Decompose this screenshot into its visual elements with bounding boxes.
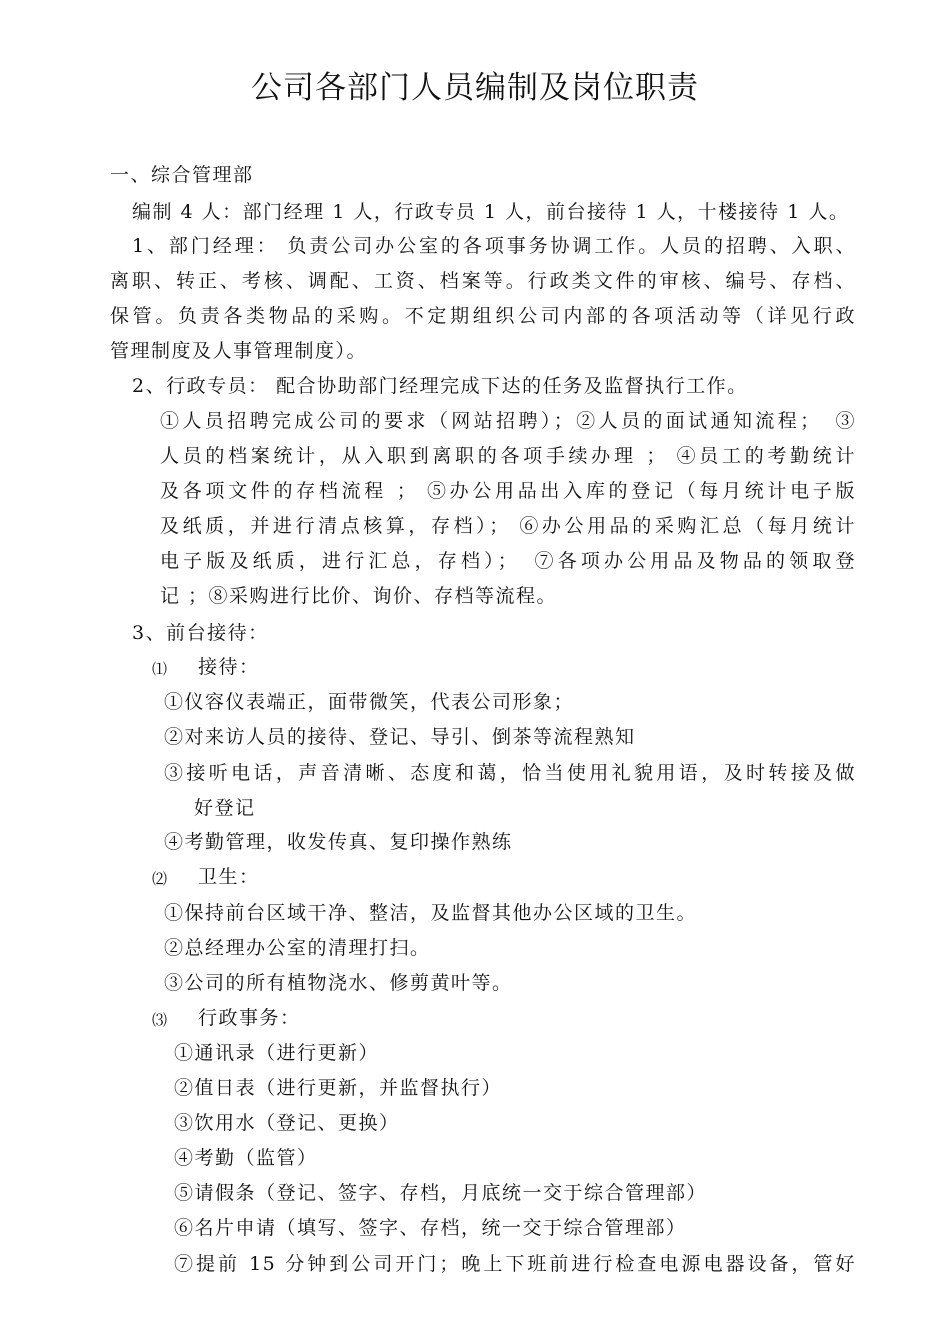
- reception-title: 3、前台接待：: [132, 622, 269, 644]
- admin-affairs-item: ③饮用水（登记、更换）: [174, 1112, 400, 1134]
- sub-number: ⑴: [152, 660, 169, 678]
- reception-item: ③接听电话，声音清晰、态度和蔼，恰当使用礼貌用语，及时转接及做: [164, 762, 856, 784]
- admin-title: 2、行政专员： 配合协助部门经理完成下达的任务及监督执行工作。: [132, 375, 748, 397]
- reception-item: ②对来访人员的接待、登记、导引、倒茶等流程熟知: [164, 726, 636, 748]
- section-heading: 一、综合管理部: [110, 164, 254, 186]
- admin-item-line: 人员的档案统计，从入职到离职的各项手续办理 ； ④员工的考勤统计: [160, 445, 856, 467]
- sub-heading: 接待：: [198, 656, 260, 678]
- admin-item-line: 及纸质，并进行清点核算，存档）； ⑥办公用品的采购汇总（每月统计: [160, 515, 856, 537]
- admin-affairs-item: ②值日表（进行更新，并监督执行）: [174, 1077, 503, 1099]
- admin-affairs-item: ⑥名片申请（填写、签字、存档，统一交于综合管理部）: [174, 1217, 687, 1239]
- hygiene-item: ②总经理办公室的清理打扫。: [164, 937, 431, 959]
- reception-item: ①仪容仪表端正，面带微笑，代表公司形象；: [164, 691, 575, 713]
- page-title: 公司各部门人员编制及岗位职责: [251, 70, 699, 106]
- manager-line: 保管。负责各类物品的采购。不定期组织公司内部的各项活动等（详见行政: [110, 305, 856, 327]
- manager-line: 1、部门经理： 负责公司办公室的各项事务协调工作。人员的招聘、入职、: [132, 235, 856, 257]
- reception-item: ④考勤管理，收发传真、复印操作熟练: [164, 831, 513, 853]
- manager-line: 离职、转正、考核、调配、工资、档案等。行政类文件的审核、编号、存档、: [110, 270, 856, 292]
- sub-heading: 卫生：: [198, 866, 260, 888]
- sub-number: ⑶: [152, 1011, 169, 1029]
- admin-affairs-item: ④考勤（监管）: [174, 1147, 318, 1169]
- sub-heading: 行政事务：: [198, 1007, 301, 1029]
- hygiene-item: ③公司的所有植物浇水、修剪黄叶等。: [164, 972, 513, 994]
- admin-affairs-item: ①通讯录（进行更新）: [174, 1042, 380, 1064]
- sub-number: ⑵: [152, 870, 169, 888]
- staffing-text: 编制 4 人：部门经理 1 人，行政专员 1 人，前台接待 1 人，十楼接待 1 人。: [132, 201, 850, 223]
- admin-item-line: 及各项文件的存档流程 ； ⑤办公用品出入库的登记（每月统计电子版: [160, 480, 856, 502]
- admin-item-line: 电子版及纸质，进行汇总，存档）； ⑦各项办公用品及物品的领取登: [160, 550, 856, 572]
- admin-item-line: ①人员招聘完成公司的要求（网站招聘）；②人员的面试通知流程； ③: [160, 410, 856, 432]
- reception-item: 好登记: [194, 797, 256, 819]
- admin-affairs-item: ⑦提前 15 分钟到公司开门；晚上下班前进行检查电源电器设备，管好: [174, 1253, 856, 1275]
- hygiene-item: ①保持前台区域干净、整洁，及监督其他办公区域的卫生。: [164, 902, 698, 924]
- admin-item-line: 记 ；⑧采购进行比价、询价、存档等流程。: [160, 585, 558, 607]
- admin-affairs-item: ⑤请假条（登记、签字、存档，月底统一交于综合管理部）: [174, 1182, 708, 1204]
- manager-line: 管理制度及人事管理制度）。: [110, 340, 368, 362]
